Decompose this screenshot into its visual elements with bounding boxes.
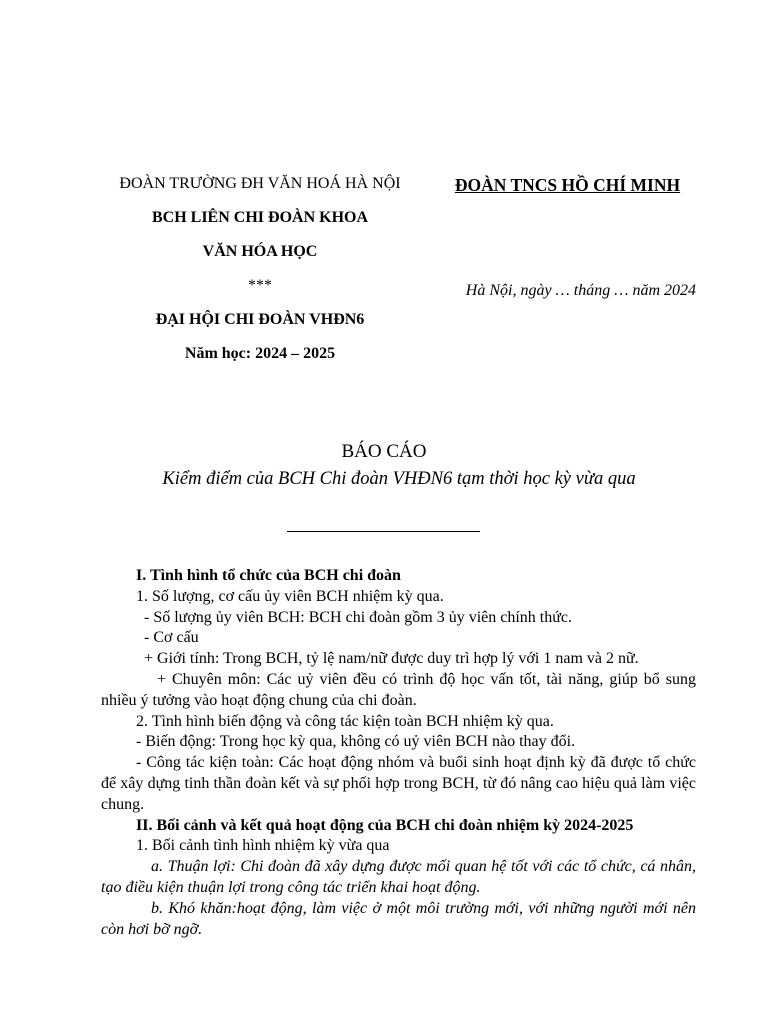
paragraph: - Biến động: Trong học kỳ qua, không có uỷ viên BCH nào thay đổi. bbox=[136, 733, 576, 751]
title-divider bbox=[287, 531, 480, 532]
committee-line-1: BCH LIÊN CHI ĐOÀN KHOA bbox=[151, 209, 369, 226]
report-subtitle: Kiểm điểm của BCH Chi đoàn VHĐN6 tạm thời học kỳ vừa qua bbox=[162, 469, 636, 489]
section-1-heading: I. Tình hình tổ chức của BCH chi đoàn bbox=[136, 567, 401, 584]
paragraph: 1. Bối cảnh tình hình nhiệm kỳ vừa qua bbox=[136, 837, 390, 855]
committee-line-2: VĂN HÓA HỌC bbox=[202, 243, 318, 260]
report-title: BÁO CÁO bbox=[341, 441, 427, 462]
separator-stars: *** bbox=[248, 277, 272, 294]
university-union-name: ĐOÀN TRƯỜNG ĐH VĂN HOÁ HÀ NỘI bbox=[119, 175, 401, 192]
report-body bbox=[101, 566, 696, 940]
paragraph: + Chuyên môn: Các uỷ viên đều có trình độ học vấn tốt, tài năng, giúp bổ sung nhiều ý tưởng vào hoạt động chung của chi đoàn. bbox=[101, 670, 696, 709]
paragraph: b. Khó khăn:hoạt động, làm việc ở một môi trường mới, với những người mới nên còn hơi bỡ ngỡ. bbox=[101, 899, 696, 938]
school-year: Năm học: 2024 – 2025 bbox=[184, 345, 336, 362]
paragraph: - Công tác kiện toàn: Các hoạt động nhóm và buổi sinh hoạt định kỳ đã được tổ chức để xây dựng tinh thần đoàn kết và sự phối hợp trong BCH, từ đó nâng cao hiệu quả làm việc chung. bbox=[101, 754, 696, 813]
paragraph: + Giới tính: Trong BCH, tỷ lệ nam/nữ được duy trì hợp lý với 1 nam và 2 nữ. bbox=[144, 650, 639, 668]
paragraph: a. Thuận lợi: Chi đoàn đã xây dựng được mối quan hệ tốt với các tổ chức, cá nhân, tạo điều kiện thuận lợi trong công tác triển khai hoạt động. bbox=[101, 858, 696, 896]
left-header bbox=[110, 173, 410, 365]
section-2-heading: II. Bối cảnh và kết quả hoạt động của BCH chi đoàn nhiệm kỳ 2024-2025 bbox=[136, 816, 634, 834]
paragraph: - Cơ cấu bbox=[144, 629, 199, 647]
paragraph: - Số lượng ủy viên BCH: BCH chi đoàn gồm 3 ủy viên chính thức. bbox=[144, 608, 572, 626]
congress-title: ĐẠI HỘI CHI ĐOÀN VHĐN6 bbox=[155, 311, 365, 328]
union-name-heading: ĐOÀN TNCS HỒ CHÍ MINH bbox=[454, 175, 681, 195]
paragraph: 1. Số lượng, cơ cấu ủy viên BCH nhiệm kỳ qua. bbox=[136, 587, 444, 605]
paragraph: 2. Tình hình biến động và công tác kiện toàn BCH nhiệm kỳ qua. bbox=[136, 712, 554, 730]
date-line: Hà Nội, ngày … tháng … năm 2024 bbox=[465, 282, 696, 299]
